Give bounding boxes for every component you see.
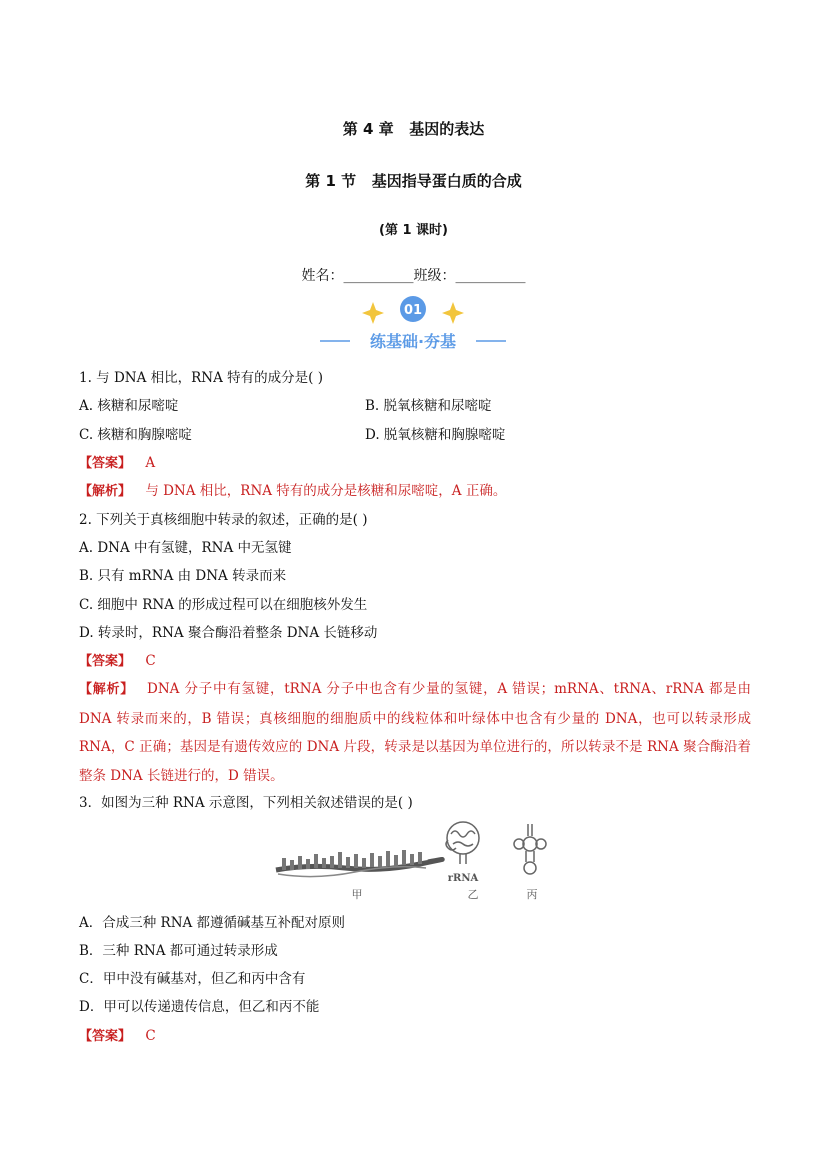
mrna-strand: [276, 850, 442, 877]
q1-option-b: B. 脱氧核糖和尿嘧啶: [365, 398, 492, 414]
q3-answer-label: 【答案】: [79, 1029, 132, 1044]
q3-answer-row: [79, 1026, 759, 1047]
figure-label-bing: 丙: [526, 888, 538, 901]
q3-option-d: D．甲可以传递遗传信息，但乙和丙不能: [79, 999, 320, 1015]
figure-label-jia: 甲: [351, 888, 363, 901]
q2-option-a: A. DNA 中有氢键，RNA 中无氢键: [79, 540, 292, 556]
q1-answer-row: [79, 453, 759, 474]
q1-analysis-row: [79, 481, 759, 502]
figure-label-yi: 乙: [467, 888, 479, 901]
q1-analysis: 与 DNA 相比，RNA 特有的成分是核糖和尿嘧啶，A 正确。: [145, 483, 507, 499]
badge-text: 练基础·夯基: [369, 332, 457, 351]
q2-option-c: C. 细胞中 RNA 的形成过程可以在细胞核外发生: [79, 597, 368, 613]
q1-answer-label: 【答案】: [79, 456, 132, 471]
q2-analysis-row: [79, 675, 751, 790]
badge-number: 01: [403, 303, 423, 318]
figure-label-rrna: rRNA: [447, 873, 479, 884]
q2-answer-label: 【答案】: [79, 654, 132, 669]
chapter-title: 第 4 章 基因的表达: [342, 120, 485, 138]
q2-stem: 2. 下列关于真核细胞中转录的叙述，正确的是( ): [79, 512, 368, 528]
q2-answer: C: [145, 653, 156, 669]
lesson-label: (第 1 课时): [379, 223, 448, 238]
q2-analysis-label: 【解析】: [79, 682, 134, 697]
q1-option-d: D. 脱氧核糖和胸腺嘧啶: [365, 427, 506, 443]
rrna-shape: [446, 822, 479, 864]
sparkle-left-icon: [362, 302, 384, 324]
q1-analysis-label: 【解析】: [79, 484, 132, 499]
sparkle-right-icon: [442, 302, 464, 324]
q3-stem: 3．如图为三种 RNA 示意图，下列相关叙述错误的是( ): [79, 795, 413, 811]
rna-figure: [270, 818, 560, 906]
q3-option-a: A．合成三种 RNA 都遵循碱基互补配对原则: [79, 915, 346, 931]
section-title: 第 1 节 基因指导蛋白质的合成: [305, 172, 522, 190]
q3-option-c: C．甲中没有碱基对，但乙和丙中含有: [79, 971, 306, 987]
trna-shape: [514, 824, 546, 874]
q3-answer: C: [145, 1028, 156, 1044]
q1-option-a: A. 核糖和尿嘧啶: [79, 398, 179, 414]
q3-option-b: B．三种 RNA 都可通过转录形成: [79, 943, 278, 959]
q2-option-d: D. 转录时，RNA 聚合酶沿着整条 DNA 长链移动: [79, 625, 378, 641]
q2-option-b: B. 只有 mRNA 由 DNA 转录而来: [79, 568, 287, 584]
name-class-line: 姓名：__________班级：__________: [301, 268, 526, 284]
q1-answer: A: [145, 455, 156, 471]
q1-stem: 1. 与 DNA 相比，RNA 特有的成分是( ): [79, 370, 323, 386]
q2-answer-row: [79, 651, 759, 672]
q1-option-c: C. 核糖和胸腺嘧啶: [79, 427, 192, 443]
section-badge: [312, 292, 512, 354]
q2-analysis: DNA 分子中有氢键，tRNA 分子中也含有少量的氢键，A 错误；mRNA、tRNA、rRNA 都是由 DNA 转录而来的，B 错误；真核细胞的细胞质中的线粒体和叶绿体中也含有少量的 DNA，也可以转录形成 RNA，C 正确；基因是有遗传效应的 DNA 片段，转录是以基因为单位进行的，所以转录不是 RNA 聚合酶沿着整条 DNA 长链进行的，D 错误。: [79, 681, 751, 784]
